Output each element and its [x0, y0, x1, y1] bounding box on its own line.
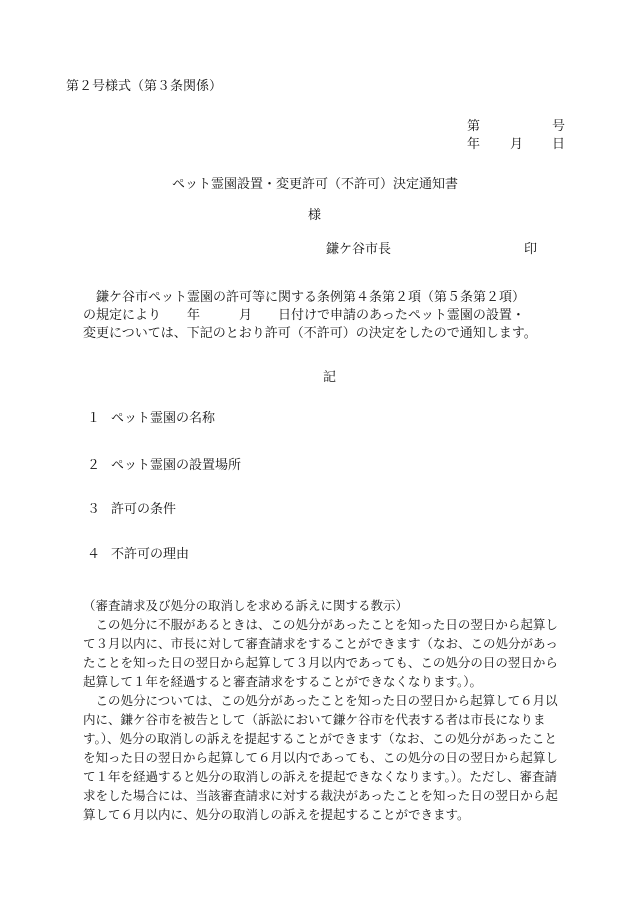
notice-line: この処分については、この処分があったことを知った日の翌日から起算して６月以 [83, 693, 558, 708]
item-number: ４ [87, 547, 101, 562]
list-item [87, 548, 189, 561]
notice-line: て３月以内に、市長に対して審査請求をすることができます（なお、この処分があっ [83, 636, 558, 651]
date-day-label: 日 [552, 137, 566, 152]
item-number: ２ [87, 458, 101, 473]
item-number: ３ [87, 502, 101, 517]
notice-heading: （審査請求及び処分の取消しを求める訴えに関する教示） [83, 598, 409, 613]
list-item [87, 503, 176, 516]
document-title: ペット霊園設置・変更許可（不許可）決定通知書 [171, 177, 458, 192]
body-line: 変更については、下記のとおり許可（不許可）の決定をしたので通知します。 [83, 326, 537, 341]
item-label: ペット霊園の設置場所 [111, 458, 242, 473]
notice-line: す。）、処分の取消しの訴えを提起することができます（なお、この処分があったこと [83, 731, 557, 746]
document-number-suffix: 号 [552, 119, 566, 134]
issuer-name: 鎌ケ谷市長 [326, 242, 392, 257]
date-month-label: 月 [510, 137, 524, 152]
item-label: ペット霊園の名称 [111, 411, 216, 426]
item-label: 許可の条件 [111, 502, 177, 517]
notice-line: 算して６月以内に、処分の取消しの訴えを提起することができます。 [83, 807, 470, 822]
addressee-suffix: 様 [308, 208, 322, 223]
body-line: 鎌ケ谷市ペット霊園の許可等に関する条例第４条第２項（第５条第２項） [83, 290, 526, 305]
notice-line: この処分に不服があるときは、この処分があったことを知った日の翌日から起算し [83, 617, 558, 632]
body-line: の規定により 年 月 日付けで申請のあったペット霊園の設置・ [83, 308, 525, 323]
document-number-prefix: 第 [467, 119, 481, 134]
notice-line: たことを知った日の翌日から起算して３月以内であっても、この処分の日の翌日から [83, 655, 558, 670]
seal-mark: 印 [524, 242, 538, 257]
item-label: 不許可の理由 [111, 547, 190, 562]
item-number: １ [87, 411, 101, 426]
notice-line: 求をした場合には、当該審査請求に対する裁決があったことを知った日の翌日から起 [83, 788, 558, 803]
notice-line: て１年を経過すると処分の取消しの訴えを提起できなくなります。）。ただし、審査請 [83, 769, 558, 784]
list-item [87, 412, 215, 425]
notice-line: 内に、鎌ケ谷市を被告として（訴訟において鎌ケ谷市を代表する者は市長になりま [83, 712, 546, 727]
date-year-label: 年 [467, 137, 481, 152]
notice-line: を知った日の翌日から起算して６月以内であっても、この処分の日の翌日から起算し [83, 750, 558, 765]
body-paragraph [83, 289, 563, 343]
appeal-notice [83, 596, 583, 824]
notice-line: 起算して１年を経過すると審査請求をすることができなくなります。）。 [83, 674, 483, 689]
form-number-title: 第２号様式（第３条関係） [66, 79, 223, 94]
list-item [87, 459, 241, 472]
ki-heading: 記 [323, 370, 337, 385]
